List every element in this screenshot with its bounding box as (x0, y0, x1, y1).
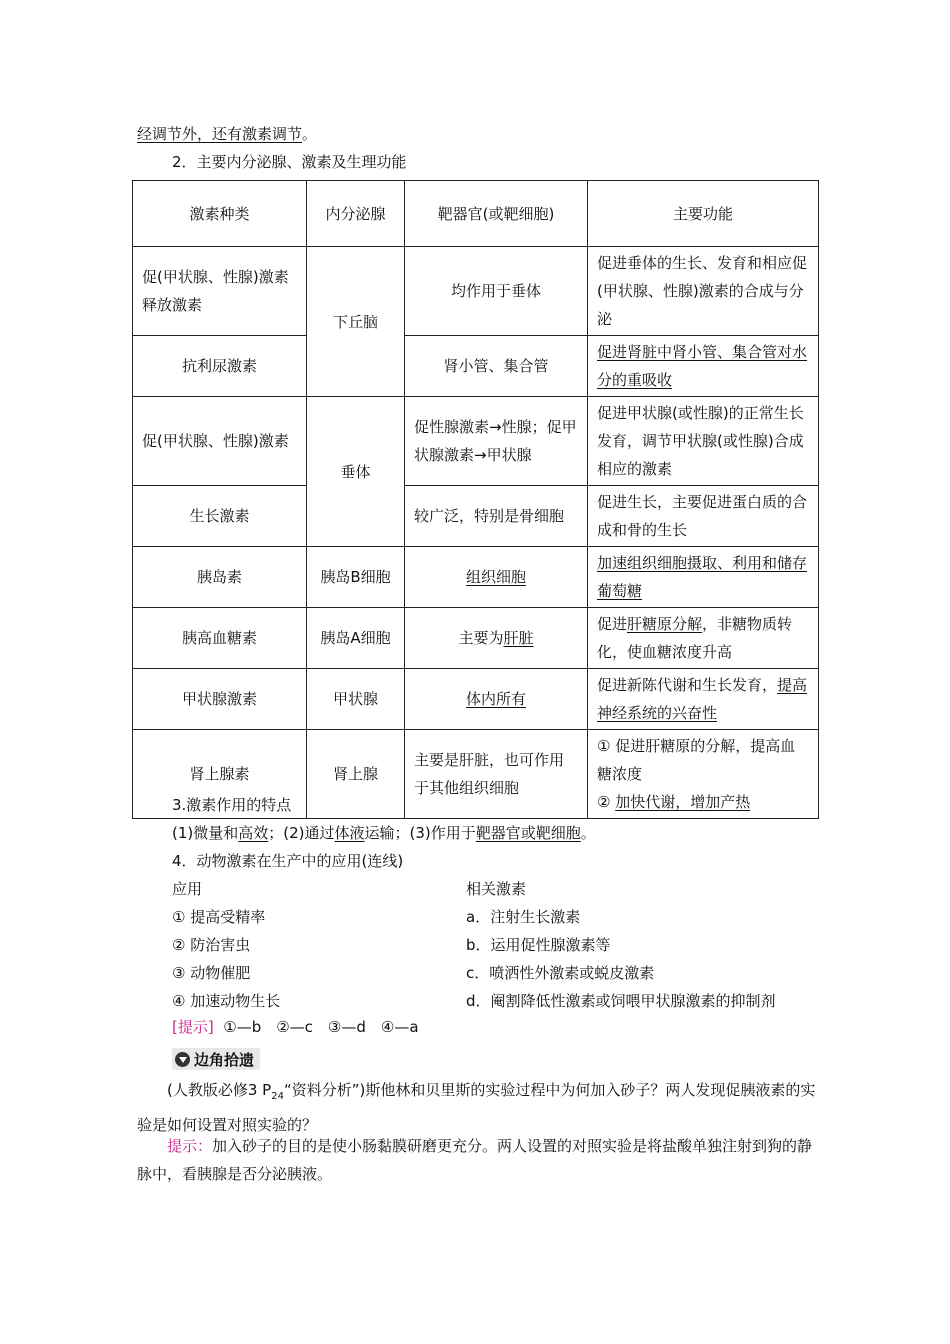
function-cell: ① 促进肝糖原的分解，提高血糖浓度 ② 加快代谢，增加产热 (588, 730, 819, 819)
function-cell: 加速组织细胞摄取、利用和储存葡萄糖 (588, 547, 819, 608)
list-item: ③ 动物催肥 (172, 964, 251, 982)
function-cell: 促进甲状腺(或性腺)的正常生长发育，调节甲状腺(或性腺)合成相应的激素 (588, 397, 819, 486)
target-cell: 组织细胞 (405, 547, 588, 608)
table-header: 内分泌腺 (307, 181, 405, 247)
table-header: 激素种类 (133, 181, 307, 247)
gland-cell: 胰岛A细胞 (307, 608, 405, 669)
list-item: b．运用促性腺激素等 (466, 936, 611, 954)
gland-cell: 甲状腺 (307, 669, 405, 730)
function-cell: 促进生长，主要促进蛋白质的合成和骨的生长 (588, 486, 819, 547)
hormone-col-title: 相关激素 (466, 880, 527, 898)
function-cell: 促进新陈代谢和生长发育，提高神经系统的兴奋性 (588, 669, 819, 730)
section4-title: 4．动物激素在生产中的应用(连线) (172, 852, 404, 870)
section3-body: (1)微量和高效；(2)通过体液运输；(3)作用于靶器官或靶细胞。 (172, 824, 596, 842)
hormone-cell: 促(甲状腺、性腺)激素释放激素 (133, 247, 307, 336)
hormone-cell: 促(甲状腺、性腺)激素 (133, 397, 307, 486)
hormone-cell: 抗利尿激素 (133, 336, 307, 397)
target-cell: 主要为肝脏 (405, 608, 588, 669)
table-row (133, 547, 819, 608)
hormone-cell: 生长激素 (133, 486, 307, 547)
gland-cell: 垂体 (307, 397, 405, 547)
hormone-table (132, 180, 819, 819)
function-cell: 促进肾脏中肾小管、集合管对水分的重吸收 (588, 336, 819, 397)
list-item: ④ 加速动物生长 (172, 992, 281, 1010)
table-header-row (133, 181, 819, 247)
hormone-cell: 肾上腺素 (133, 730, 307, 819)
table-row (133, 608, 819, 669)
list-item: ② 防治害虫 (172, 936, 251, 954)
corner-question: (人教版必修3 $P_{24}“$资料分析”)斯他林和贝里斯的实验过程中为何加入砂子？两人发现促胰液素的实验是如何设置对照实验的？ (137, 1081, 816, 1134)
gland-cell: 胰岛B细胞 (307, 547, 405, 608)
gland-cell: 下丘脑 (307, 247, 405, 397)
table-header: 靶器官(或靶细胞) (405, 181, 588, 247)
table-row (133, 669, 819, 730)
hormone-cell: 甲状腺激素 (133, 669, 307, 730)
table-row (133, 247, 819, 336)
target-cell: 体内所有 (405, 669, 588, 730)
corner-heading: 边角拾遗 (172, 1048, 260, 1070)
section3-title: 3.激素作用的特点 (172, 796, 292, 814)
target-cell: 均作用于垂体 (405, 247, 588, 336)
corner-answer: 提示：加入砂子的目的是使小肠黏膜研磨更充分。两人设置的对照实验是将盐酸单独注射到狗的静脉中，看胰腺是否分泌胰液。 (137, 1137, 813, 1183)
apply-col-title: 应用 (172, 880, 203, 898)
list-item: d．阉割降低性激素或饲喂甲状腺激素的抑制剂 (466, 992, 776, 1010)
list-item: a．注射生长激素 (466, 908, 581, 926)
target-cell: 肾小管、集合管 (405, 336, 588, 397)
hormone-cell: 胰岛素 (133, 547, 307, 608)
function-cell: 促进垂体的生长、发育和相应促(甲状腺、性腺)激素的合成与分泌 (588, 247, 819, 336)
list-item: c．喷洒性外激素或蜕皮激素 (466, 964, 655, 982)
table-row (133, 486, 819, 547)
list-item: ① 提高受精率 (172, 908, 266, 926)
intro-line: 经调节外，还有激素调节。 (137, 125, 318, 143)
gland-cell: 肾上腺 (307, 730, 405, 819)
down-arrow-icon (175, 1052, 190, 1067)
target-cell: 较广泛，特别是骨细胞 (405, 486, 588, 547)
table-row (133, 397, 819, 486)
hormone-cell: 胰高血糖素 (133, 608, 307, 669)
function-cell: 促进肝糖原分解，非糖物质转化，使血糖浓度升高 (588, 608, 819, 669)
table-row (133, 336, 819, 397)
target-cell: 促性腺激素→性腺；促甲状腺激素→甲状腺 (405, 397, 588, 486)
table-header: 主要功能 (588, 181, 819, 247)
target-cell: 主要是肝脏，也可作用于其他组织细胞 (405, 730, 588, 819)
section2-title: 2．主要内分泌腺、激素及生理功能 (172, 153, 407, 171)
hint-line: [提示] ①—b ②—c ③—d ④—a (172, 1018, 419, 1036)
